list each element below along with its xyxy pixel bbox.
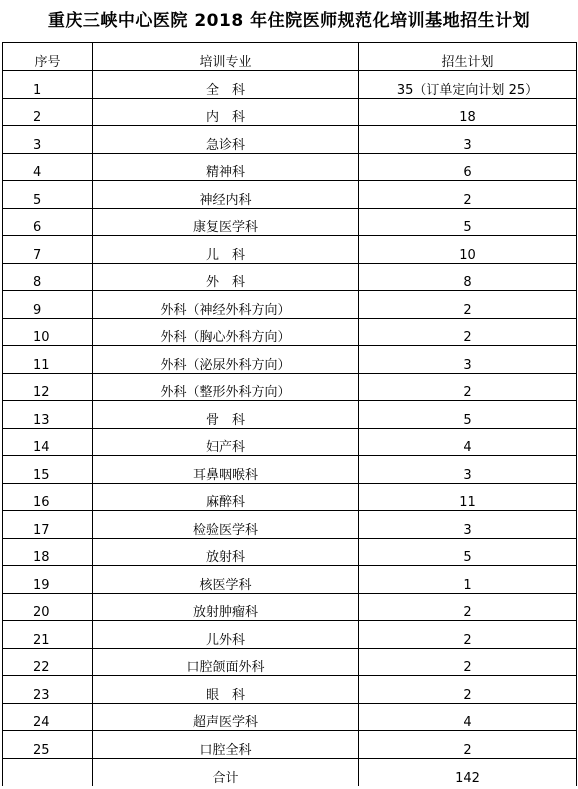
row-quota: 2 (359, 291, 577, 319)
row-quota: 2 (359, 731, 577, 759)
table-body (3, 71, 577, 759)
row-quota: 2 (359, 373, 577, 401)
row-serial: 6 (3, 208, 93, 236)
total-value: 142 (359, 758, 577, 786)
row-quota: 18 (359, 98, 577, 126)
row-serial: 20 (3, 593, 93, 621)
row-quota: 5 (359, 208, 577, 236)
row-quota: 1 (359, 566, 577, 594)
row-specialty: 外科（泌尿外科方向） (93, 346, 359, 374)
row-quota: 3 (359, 346, 577, 374)
row-quota: 2 (359, 676, 577, 704)
row-quota: 6 (359, 153, 577, 181)
row-serial: 10 (3, 318, 93, 346)
row-serial: 21 (3, 621, 93, 649)
row-specialty: 外科（整形外科方向） (93, 373, 359, 401)
row-quota: 8 (359, 263, 577, 291)
table-row (3, 703, 577, 731)
total-label: 合计 (93, 758, 359, 786)
row-quota: 3 (359, 126, 577, 154)
row-specialty: 神经内科 (93, 181, 359, 209)
table-row (3, 181, 577, 209)
table-row (3, 346, 577, 374)
row-serial: 13 (3, 401, 93, 429)
row-specialty: 骨 科 (93, 401, 359, 429)
table-row (3, 428, 577, 456)
row-serial: 17 (3, 511, 93, 539)
row-serial: 25 (3, 731, 93, 759)
row-specialty: 内 科 (93, 98, 359, 126)
row-quota: 10 (359, 236, 577, 264)
table-row (3, 71, 577, 99)
row-serial: 23 (3, 676, 93, 704)
table-row (3, 98, 577, 126)
row-specialty: 外 科 (93, 263, 359, 291)
row-serial: 16 (3, 483, 93, 511)
row-specialty: 全 科 (93, 71, 359, 99)
row-specialty: 儿外科 (93, 621, 359, 649)
header-specialty: 培训专业 (93, 43, 359, 71)
row-serial: 8 (3, 263, 93, 291)
total-row (3, 758, 577, 786)
row-specialty: 放射科 (93, 538, 359, 566)
row-serial: 7 (3, 236, 93, 264)
row-specialty: 急诊科 (93, 126, 359, 154)
row-specialty: 康复医学科 (93, 208, 359, 236)
document-title: 重庆三峡中心医院 2018 年住院医师规范化培训基地招生计划 (47, 11, 531, 31)
row-serial: 1 (3, 71, 93, 99)
row-specialty: 超声医学科 (93, 703, 359, 731)
total-serial-cell (3, 758, 93, 786)
row-quota: 35（订单定向计划 25） (359, 71, 577, 99)
table-row (3, 208, 577, 236)
table-row (3, 648, 577, 676)
table-header-row (3, 43, 577, 71)
enrollment-table (2, 42, 577, 786)
row-specialty: 耳鼻咽喉科 (93, 456, 359, 484)
table-row (3, 676, 577, 704)
table-row (3, 236, 577, 264)
row-serial: 19 (3, 566, 93, 594)
row-quota: 3 (359, 456, 577, 484)
row-serial: 4 (3, 153, 93, 181)
table-row (3, 456, 577, 484)
row-specialty: 妇产科 (93, 428, 359, 456)
table-row (3, 153, 577, 181)
row-serial: 18 (3, 538, 93, 566)
header-quota: 招生计划 (359, 43, 577, 71)
row-serial: 3 (3, 126, 93, 154)
row-specialty: 口腔颌面外科 (93, 648, 359, 676)
table-row (3, 126, 577, 154)
header-serial: 序号 (3, 43, 93, 71)
table-row (3, 318, 577, 346)
table-row (3, 621, 577, 649)
row-specialty: 儿 科 (93, 236, 359, 264)
row-quota: 2 (359, 318, 577, 346)
table-row (3, 401, 577, 429)
row-specialty: 外科（胸心外科方向） (93, 318, 359, 346)
row-quota: 4 (359, 428, 577, 456)
table-row (3, 731, 577, 759)
table-row (3, 566, 577, 594)
row-serial: 12 (3, 373, 93, 401)
row-quota: 3 (359, 511, 577, 539)
row-serial: 15 (3, 456, 93, 484)
row-serial: 14 (3, 428, 93, 456)
row-quota: 5 (359, 401, 577, 429)
row-quota: 11 (359, 483, 577, 511)
row-quota: 2 (359, 621, 577, 649)
row-serial: 5 (3, 181, 93, 209)
row-specialty: 检验医学科 (93, 511, 359, 539)
row-serial: 11 (3, 346, 93, 374)
row-specialty: 核医学科 (93, 566, 359, 594)
row-serial: 24 (3, 703, 93, 731)
row-specialty: 外科（神经外科方向） (93, 291, 359, 319)
table-row (3, 593, 577, 621)
table-row (3, 291, 577, 319)
row-quota: 4 (359, 703, 577, 731)
row-specialty: 口腔全科 (93, 731, 359, 759)
row-quota: 5 (359, 538, 577, 566)
row-specialty: 麻醉科 (93, 483, 359, 511)
table-row (3, 511, 577, 539)
row-quota: 2 (359, 181, 577, 209)
row-serial: 9 (3, 291, 93, 319)
row-specialty: 眼 科 (93, 676, 359, 704)
table-row (3, 538, 577, 566)
table-row (3, 263, 577, 291)
row-specialty: 精神科 (93, 153, 359, 181)
table-row (3, 483, 577, 511)
row-quota: 2 (359, 648, 577, 676)
row-serial: 22 (3, 648, 93, 676)
row-serial: 2 (3, 98, 93, 126)
row-specialty: 放射肿瘤科 (93, 593, 359, 621)
row-quota: 2 (359, 593, 577, 621)
table-row (3, 373, 577, 401)
